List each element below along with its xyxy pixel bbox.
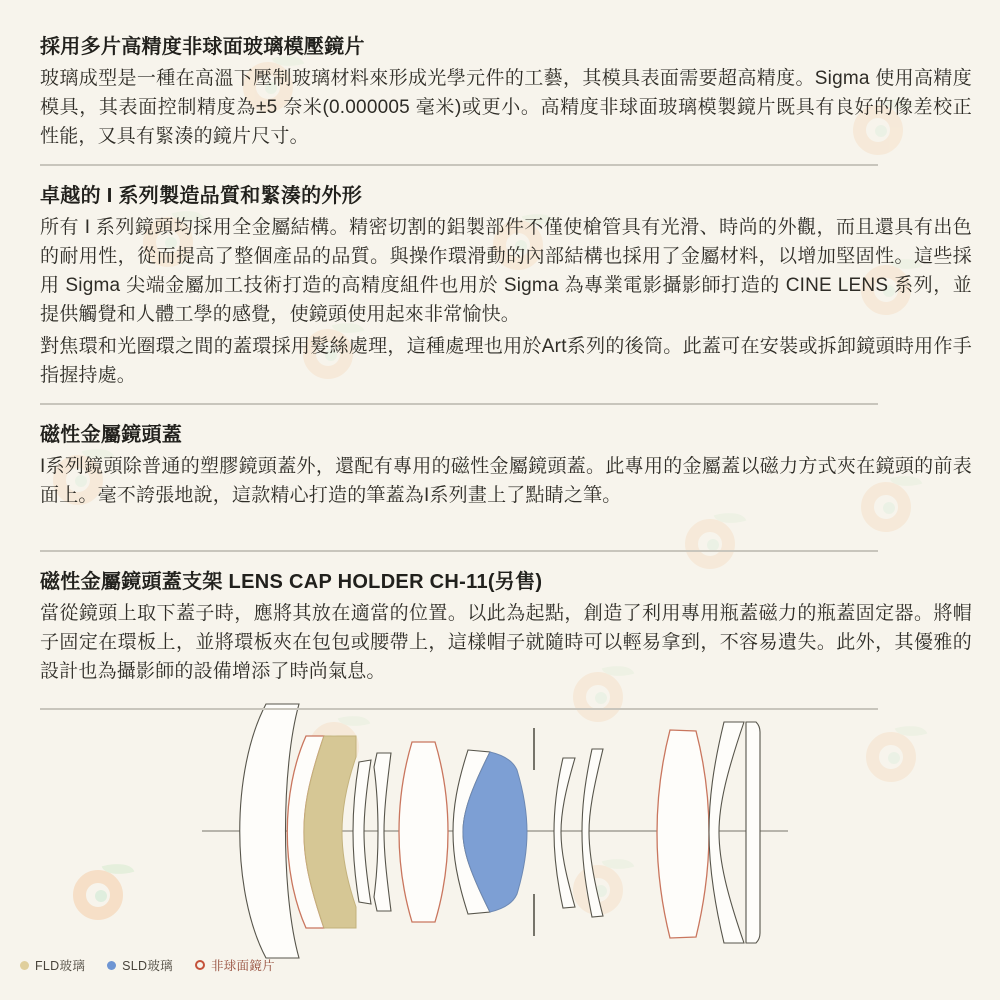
aspherical-element-2 — [399, 742, 448, 922]
section-paragraph: I系列鏡頭除普通的塑膠鏡頭蓋外，還配有專用的磁性金屬鏡頭蓋。此專用的金屬蓋以磁力方式夾在鏡頭的前表面上。毫不誇張地說，這款精心打造的筆蓋為I系列畫上了點睛之筆。 — [40, 456, 972, 506]
section-paragraph: 所有 I 系列鏡頭均採用全金屬結構。精密切割的鋁製部件不僅使槍管具有光滑、時尚的外觀，而且還具有出色的耐用性，從而提高了整個產品的品質。與操作環滑動的內部結構也採用了金屬材料，以增加堅固性。這些採用 Sigma 尖端金屬加工技術打造的高精度組件也用於 Sigma 為專業電影攝影師打造的 CINE LENS 系列，並提供觸覺和人體工學的感覺，使鏡頭使用起來非常愉快。 — [40, 217, 972, 325]
section-heading-build-quality: 卓越的 I 系列製造品質和緊湊的外形 — [40, 185, 363, 207]
section-heading-aspherical: 採用多片高精度非球面玻璃模壓鏡片 — [40, 36, 365, 58]
legend-label: FLD玻璃 — [35, 959, 86, 973]
aspherical-element-3 — [657, 730, 709, 938]
lens-element-4 — [374, 753, 391, 911]
lens-element-rear-meniscus — [709, 722, 744, 943]
section-divider — [40, 708, 878, 710]
section-divider — [40, 164, 878, 166]
legend-label: 非球面鏡片 — [210, 959, 275, 973]
lens-element-8 — [582, 749, 603, 917]
section-divider — [40, 403, 878, 405]
legend-item-sld — [107, 956, 173, 974]
section-heading-cap-holder: 磁性金屬鏡頭蓋支架 LENS CAP HOLDER CH-11(另售) — [40, 571, 543, 593]
section-paragraph: 當從鏡頭上取下蓋子時，應將其放在適當的位置。以此為起點，創造了利用專用瓶蓋磁力的瓶蓋固定器。將帽子固定在環板上，並將環板夾在包包或腰帶上，這樣帽子就隨時可以輕易拿到，不容易遺失。此外，其優雅的設計也為攝影師的設備增添了時尚氣息。 — [40, 603, 972, 682]
section-paragraph: 玻璃成型是一種在高溫下壓制玻璃材料來形成光學元件的工藝，其模具表面需要超高精度。Sigma 使用高精度模具，其表面控制精度為±5 奈米(0.000005 毫米)或更小。高精度非球面玻璃模製鏡片既具有良好的像差校正性能，又具有緊湊的鏡片尺寸。 — [40, 68, 972, 147]
description-content — [40, 33, 972, 726]
lens-element-7 — [554, 758, 575, 908]
sld-swatch-icon — [107, 961, 116, 970]
fld-swatch-icon — [20, 961, 29, 970]
section-heading-metal-cap: 磁性金屬鏡頭蓋 — [40, 424, 183, 446]
diagram-legend — [20, 956, 275, 974]
section-paragraph: 對焦環和光圈環之間的蓋環採用髮絲處理，這種處理也用於Art系列的後筒。此蓋可在安裝或拆卸鏡頭時用作手指握持處。 — [40, 336, 972, 386]
lens-element-rear-flat — [746, 722, 760, 943]
lens-element-3 — [353, 760, 371, 904]
section-divider — [40, 550, 878, 552]
aspherical-swatch-icon — [195, 960, 205, 970]
legend-item-fld — [20, 956, 85, 974]
legend-item-aspherical — [195, 956, 275, 974]
legend-label: SLD玻璃 — [122, 959, 173, 973]
